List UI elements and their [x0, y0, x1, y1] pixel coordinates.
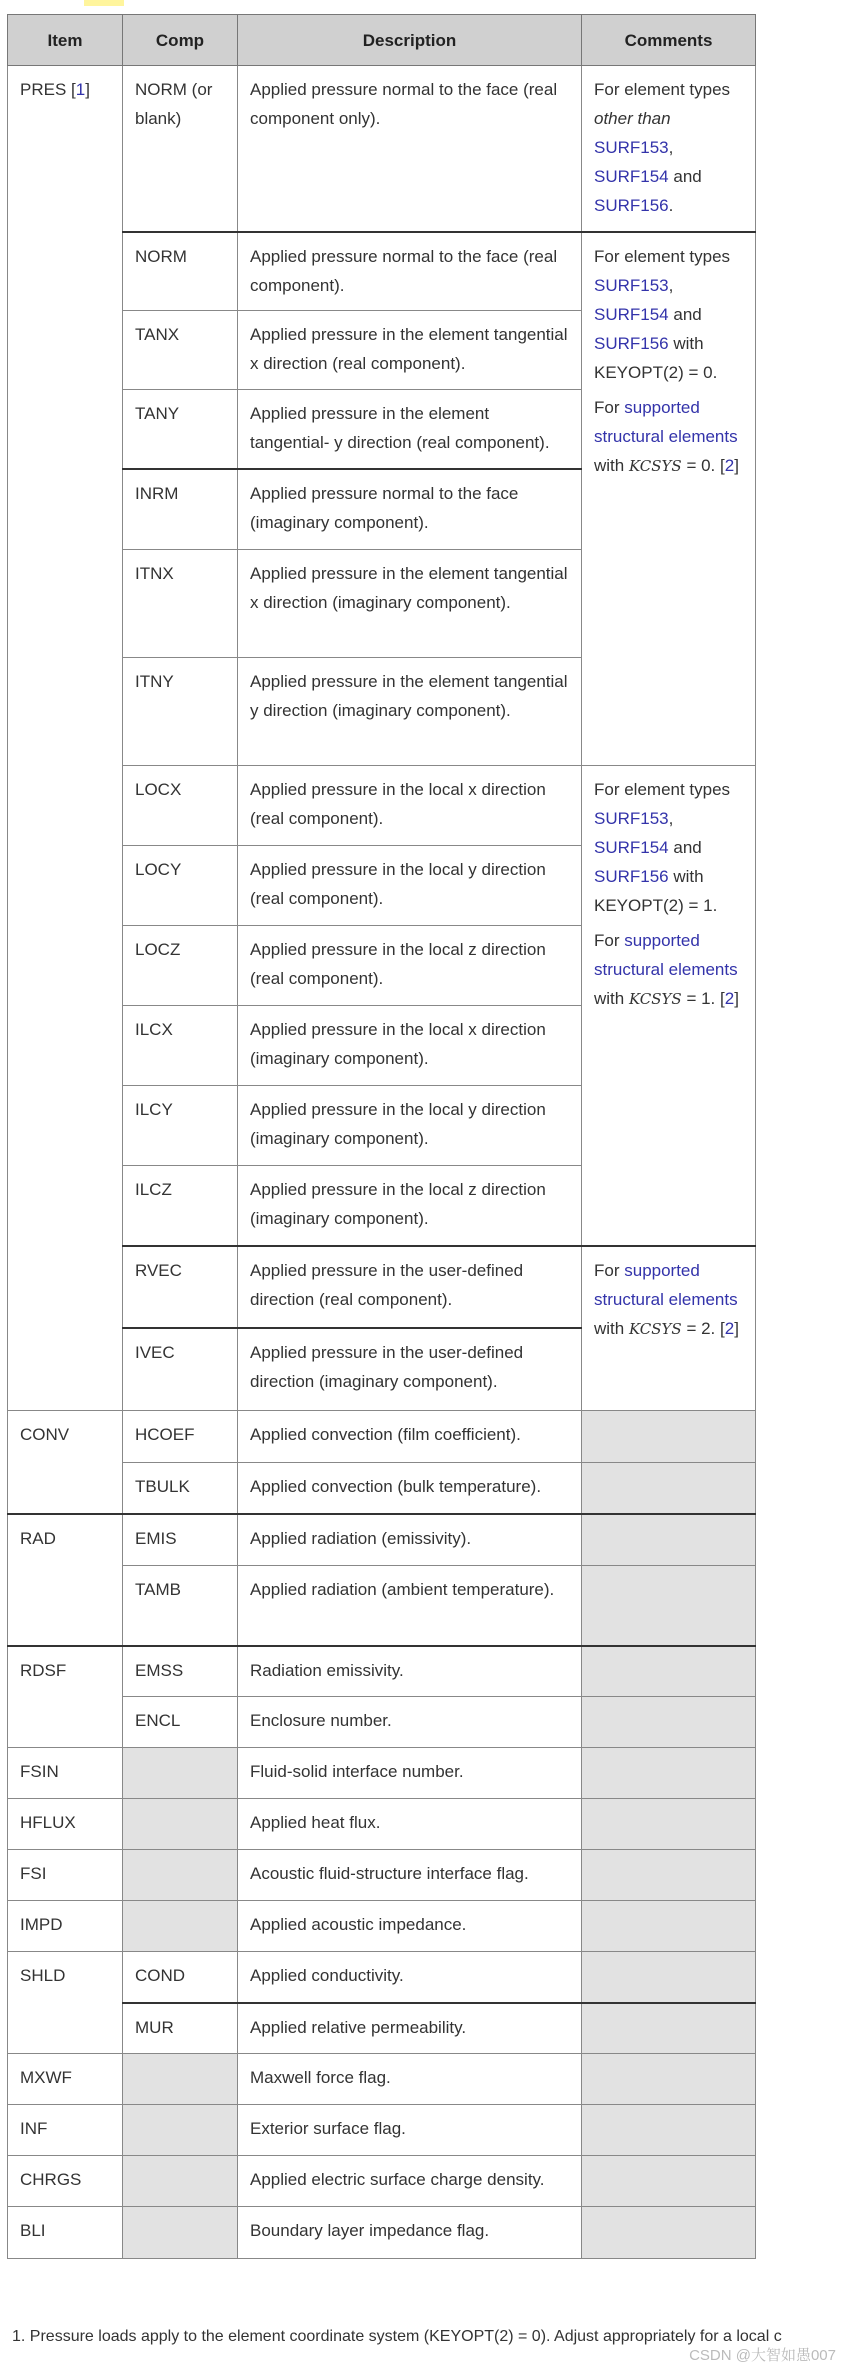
comment-text: with — [594, 989, 625, 1008]
description-cell: Applied pressure normal to the face (real component only). — [238, 66, 582, 232]
description-cell: Radiation emissivity. — [238, 1646, 582, 1697]
comments-cell: For element types SURF153, SURF154 and SURF156 with KEYOPT(2) = 0. For supported structural elements with KCSYS = 0. [2] — [582, 232, 756, 766]
comments-cell — [582, 2105, 756, 2156]
description-cell: Boundary layer impedance flag. — [238, 2207, 582, 2259]
item-cell: CONV — [8, 1411, 123, 1514]
comp-cell: RVEC — [123, 1246, 238, 1328]
comments-cell: For element types SURF153, SURF154 and SURF156 with KEYOPT(2) = 1. For supported structural elements with KCSYS = 1. [2] — [582, 766, 756, 1246]
comment-text: For — [594, 931, 620, 950]
table-row — [8, 1748, 756, 1799]
comp-cell — [123, 1799, 238, 1850]
comp-cell: TANY — [123, 390, 238, 469]
table-row — [8, 2105, 756, 2156]
comp-cell: TANX — [123, 311, 238, 390]
description-cell: Applied pressure normal to the face (imaginary component). — [238, 469, 582, 550]
description-cell: Applied pressure in the user-defined direction (real component). — [238, 1246, 582, 1328]
comments-cell — [582, 1850, 756, 1901]
item-cell: HFLUX — [8, 1799, 123, 1850]
item-cell: BLI — [8, 2207, 123, 2259]
comp-cell — [123, 1901, 238, 1952]
comp-cell: INRM — [123, 469, 238, 550]
comment-text: For element types — [594, 780, 731, 799]
comment-text: with — [673, 867, 704, 886]
kcsys-symbol: KCSYS — [628, 990, 682, 1008]
header-item: Item — [8, 15, 123, 66]
surf154-link[interactable]: SURF154 — [594, 838, 669, 857]
description-cell: Applied acoustic impedance. — [238, 1901, 582, 1952]
comments-cell — [582, 1799, 756, 1850]
item-cell: RDSF — [8, 1646, 123, 1748]
item-pres: PRES [1] — [8, 66, 123, 1411]
comp-cell: NORM (or blank) — [123, 66, 238, 232]
description-cell: Applied pressure in the local y direction (real component). — [238, 846, 582, 926]
comp-cell: EMIS — [123, 1514, 238, 1566]
table-row — [8, 1514, 756, 1566]
item-pres-label: PRES — [20, 80, 67, 99]
comments-cell: For element types other than SURF153, SURF154 and SURF156. — [582, 66, 756, 232]
comment-text: = 2. — [686, 1318, 716, 1338]
description-cell: Applied conductivity. — [238, 1952, 582, 2003]
supported-elements-link[interactable]: supported structural elements — [594, 1260, 738, 1309]
table-row — [8, 66, 756, 232]
kcsys-symbol: KCSYS — [628, 1319, 682, 1338]
comp-cell: LOCY — [123, 846, 238, 926]
comment-text: with — [594, 1318, 625, 1338]
surf153-link[interactable]: SURF153 — [594, 809, 669, 828]
comp-cell — [123, 1748, 238, 1799]
comments-cell — [582, 1748, 756, 1799]
comp-cell: ILCY — [123, 1086, 238, 1166]
table-row — [8, 2054, 756, 2105]
surf153-link[interactable]: SURF153 — [594, 138, 669, 157]
item-cell: MXWF — [8, 2054, 123, 2105]
item-cell: SHLD — [8, 1952, 123, 2054]
supported-elements-link[interactable]: supported structural elements — [594, 397, 738, 446]
comp-cell: HCOEF — [123, 1411, 238, 1463]
comp-cell: LOCZ — [123, 926, 238, 1006]
surf154-link[interactable]: SURF154 — [594, 304, 669, 324]
comp-cell: MUR — [123, 2003, 238, 2054]
comment-italic: other than — [594, 109, 671, 128]
comment-text: = 1. — [686, 989, 716, 1008]
comp-cell: EMSS — [123, 1646, 238, 1697]
description-cell: Fluid-solid interface number. — [238, 1748, 582, 1799]
comp-cell: TBULK — [123, 1463, 238, 1514]
description-cell: Enclosure number. — [238, 1697, 582, 1748]
description-cell: Applied pressure in the element tangential- y direction (real component). — [238, 390, 582, 469]
comp-cell: COND — [123, 1952, 238, 2003]
description-cell: Maxwell force flag. — [238, 2054, 582, 2105]
comments-cell — [582, 2003, 756, 2054]
surf156-link[interactable]: SURF156 — [594, 196, 669, 215]
comp-cell: TAMB — [123, 1566, 238, 1646]
comp-cell: NORM — [123, 232, 238, 311]
description-cell: Applied pressure in the local z direction (imaginary component). — [238, 1166, 582, 1246]
description-cell: Applied pressure in the local y direction (imaginary component). — [238, 1086, 582, 1166]
comment-text: and — [673, 838, 702, 857]
comment-text: For element types — [594, 246, 731, 266]
comment-text: and — [673, 167, 702, 186]
comment-text: For — [594, 397, 620, 417]
table-row — [8, 1411, 756, 1463]
comments-cell — [582, 2054, 756, 2105]
kcsys-symbol: KCSYS — [628, 456, 682, 475]
comment-text: with — [594, 455, 625, 475]
comments-cell — [582, 1697, 756, 1748]
description-cell: Applied pressure normal to the face (real component). — [238, 232, 582, 311]
highlight-mark — [84, 0, 124, 6]
comment-text: with — [673, 333, 704, 353]
description-cell: Applied convection (bulk temperature). — [238, 1463, 582, 1514]
description-cell: Applied electric surface charge density. — [238, 2156, 582, 2207]
description-cell: Exterior surface flag. — [238, 2105, 582, 2156]
surf156-link[interactable]: SURF156 — [594, 867, 669, 886]
surf154-link[interactable]: SURF154 — [594, 167, 669, 186]
comp-cell: ILCZ — [123, 1166, 238, 1246]
description-cell: Applied heat flux. — [238, 1799, 582, 1850]
table-header-row — [8, 15, 756, 66]
comments-cell — [582, 1952, 756, 2003]
comp-cell — [123, 1850, 238, 1901]
comments-cell — [582, 1646, 756, 1697]
description-cell: Applied relative permeability. — [238, 2003, 582, 2054]
table-row — [8, 1952, 756, 2003]
comment-text: . — [668, 196, 674, 215]
item-cell: IMPD — [8, 1901, 123, 1952]
description-cell: Applied pressure in the element tangential y direction (imaginary component). — [238, 658, 582, 766]
item-cell: CHRGS — [8, 2156, 123, 2207]
table-row — [8, 1901, 756, 1952]
footnote-link-2[interactable]: 2 — [724, 455, 735, 475]
footnote-link-1[interactable]: 1 — [75, 80, 86, 99]
comp-cell — [123, 2207, 238, 2259]
description-cell: Applied convection (film coefficient). — [238, 1411, 582, 1463]
item-cell: RAD — [8, 1514, 123, 1646]
description-cell: Applied pressure in the local x direction (real component). — [238, 766, 582, 846]
description-cell: Applied pressure in the local x direction (imaginary component). — [238, 1006, 582, 1086]
header-description: Description — [238, 15, 582, 66]
watermark: CSDN @大智如愚007 — [689, 2347, 836, 2364]
table-row — [8, 2156, 756, 2207]
comment-text: = 0. — [686, 455, 716, 475]
footnote-link-2[interactable]: 2 — [724, 1318, 735, 1338]
comp-cell: LOCX — [123, 766, 238, 846]
header-comp: Comp — [123, 15, 238, 66]
comments-cell — [582, 1463, 756, 1514]
comp-cell: IVEC — [123, 1328, 238, 1411]
footnote-1: 1. Pressure loads apply to the element coordinate system (KEYOPT(2) = 0). Adjust appropriately for a local c — [12, 2328, 782, 2345]
description-cell: Applied pressure in the element tangential x direction (imaginary component). — [238, 550, 582, 658]
table-row — [8, 1646, 756, 1697]
supported-elements-link[interactable]: supported structural elements — [594, 931, 738, 979]
comment-text: For — [594, 1260, 620, 1280]
surf153-link[interactable]: SURF153 — [594, 275, 669, 295]
comments-cell — [582, 1411, 756, 1463]
comments-cell: For supported structural elements with KCSYS = 2. [2] — [582, 1246, 756, 1411]
comments-cell — [582, 2207, 756, 2259]
comp-cell: ITNY — [123, 658, 238, 766]
item-cell: INF — [8, 2105, 123, 2156]
surface-load-table — [7, 14, 756, 2259]
description-cell: Applied radiation (emissivity). — [238, 1514, 582, 1566]
comments-cell — [582, 1566, 756, 1646]
description-cell: Applied pressure in the user-defined direction (imaginary component). — [238, 1328, 582, 1411]
description-cell: Applied pressure in the local z direction (real component). — [238, 926, 582, 1006]
description-cell: Acoustic fluid-structure interface flag. — [238, 1850, 582, 1901]
comments-cell — [582, 2156, 756, 2207]
item-cell: FSI — [8, 1850, 123, 1901]
comp-cell: ITNX — [123, 550, 238, 658]
footnote-link-2[interactable]: 2 — [724, 989, 735, 1008]
surf156-link[interactable]: SURF156 — [594, 333, 669, 353]
comp-cell — [123, 2105, 238, 2156]
description-cell: Applied pressure in the element tangential x direction (real component). — [238, 311, 582, 390]
comments-cell — [582, 1514, 756, 1566]
comp-cell: ENCL — [123, 1697, 238, 1748]
table-row — [8, 2207, 756, 2259]
comment-text: For element types — [594, 80, 731, 99]
comment-text: KEYOPT(2) = 0. — [594, 362, 718, 382]
comp-cell — [123, 2156, 238, 2207]
comp-cell — [123, 2054, 238, 2105]
description-cell: Applied radiation (ambient temperature). — [238, 1566, 582, 1646]
comment-text: KEYOPT(2) = 1. — [594, 896, 718, 915]
comments-cell — [582, 1901, 756, 1952]
table-row — [8, 1850, 756, 1901]
header-comments: Comments — [582, 15, 756, 66]
table-row — [8, 1799, 756, 1850]
comment-text: and — [673, 304, 702, 324]
item-cell: FSIN — [8, 1748, 123, 1799]
comp-cell: ILCX — [123, 1006, 238, 1086]
